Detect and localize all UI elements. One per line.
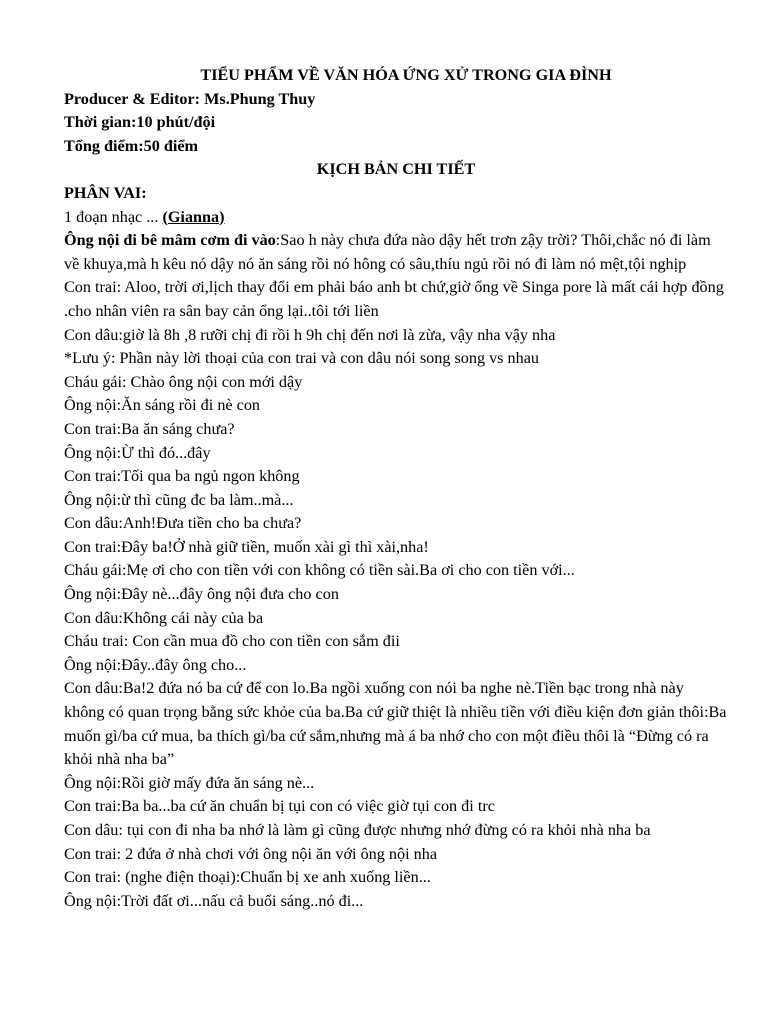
dialogue-line: Con trai:Ba ăn sáng chưa? [64,419,235,438]
dialogue-line: Con trai:Đây ba!Ở nhà giữ tiền, muốn xài gì thì xài,nha! [64,537,429,556]
score-line: Tổng điểm:50 điểm [64,136,198,155]
document-title: TIỂU PHẨM VỀ VĂN HÓA ỨNG XỬ TRONG GIA ĐÌNH [200,66,612,84]
dialogue-line: Ông nội:Đây..đây ông cho... [64,655,247,674]
music-name: (Gianna) [162,207,225,226]
music-prefix: 1 đoạn nhạc ... [64,207,163,226]
opening-text: :Sao h này chưa đứa nào dậy hết trơn zậy trời? Thôi,chắc nó đi làm về khuya,mà h kêu nó dậy nó ăn sáng rồi nó hông có sâu,thíu ngủ rồi nó đi làm nó mệt,tội nghịp [64,231,711,273]
dialogue-line: Con trai: Aloo, trời ơi,lịch thay đổi em phải báo anh bt chứ,giờ ổng về Singa pore là mất cái hợp đồng .cho nhân viên ra sân bay cản ổng lại..tôi tới liền [64,278,724,320]
dialogue-line: Cháu trai: Con cần mua đồ cho con tiền con sắm đii [64,632,400,651]
dialogue-line: Ông nội:Ừ thì đó...đây [64,443,211,462]
note-line: *Lưu ý: Phần này lời thoại của con trai và con dâu nói song song vs nhau [64,349,539,368]
dialogue-line: Cháu gái: Chào ông nội con mới dậy [64,372,303,391]
dialogue-line: Con dâu:Không cái này của ba [64,608,264,627]
dialogue-line: Con trai: (nghe điện thoại):Chuẩn bị xe anh xuống liền... [64,868,431,887]
opening-speaker: Ông nội đi bê mâm cơm đi vào [64,231,276,250]
dialogue-line: Cháu gái:Mẹ ơi cho con tiền với con không có tiền sài.Ba ơi cho con tiền với... [64,561,575,580]
dialogue-line: Ông nội:Trời đất ơi...nấu cả buổi sáng..nó đi... [64,891,364,910]
dialogue-line: Ông nội:Rồi giờ mấy đứa ăn sáng nè... [64,773,315,792]
dialogue-line: Ông nội:Ăn sáng rồi đi nè con [64,396,261,415]
dialogue-line: Con dâu:Anh!Đưa tiền cho ba chưa? [64,514,302,533]
opening-line [64,229,728,276]
dialogue-line: Con dâu: tụi con đi nha ba nhớ là làm gì cũng được nhưng nhớ đừng có ra khỏi nhà nha ba [64,821,651,839]
dialogue-line: Ông nội:Đây nè...đây ông nội đưa cho con [64,585,339,604]
producer-line: Producer & Editor: Ms.Phung Thuy [64,89,316,108]
dialogue-line: Con trai:Tối qua ba ngủ ngon không [64,467,300,486]
time-line: Thời gian:10 phút/đội [64,113,216,132]
dialogue-line: Con trai: 2 đứa ở nhà chơi với ông nội ăn với ông nội nha [64,844,438,863]
roles-heading: PHÂN VAI: [64,183,147,202]
music-line [64,206,728,230]
dialogue-line: Con dâu:Ba!2 đứa nó ba cứ để con lo.Ba ngồi xuống con nói ba nghe nè.Tiền bạc trong nhà này không có quan trọng bằng sức khỏe của ba.Ba cứ giữ thiệt là nhiều tiền với điều kiện đơn giản thôi:Ba muốn gì/ba cứ mua, ba thích gì/ba cứ sắm,nhưng mà á ba nhớ cho con một điều thôi là “Đừng có ra khỏi nhà nha ba” [64,679,727,769]
dialogue-line: Ông nội:ừ thì cũng đc ba làm..mà... [64,490,294,509]
dialogue-line: Con trai:Ba ba...ba cứ ăn chuẩn bị tụi con có việc giờ tụi con đi trc [64,797,495,816]
script-title: KỊCH BẢN CHI TIẾT [316,160,476,179]
dialogue-line: Con dâu:giờ là 8h ,8 rưỡi chị đi rồi h 9h chị đến nơi là zừa, vậy nha vậy nha [64,325,556,344]
